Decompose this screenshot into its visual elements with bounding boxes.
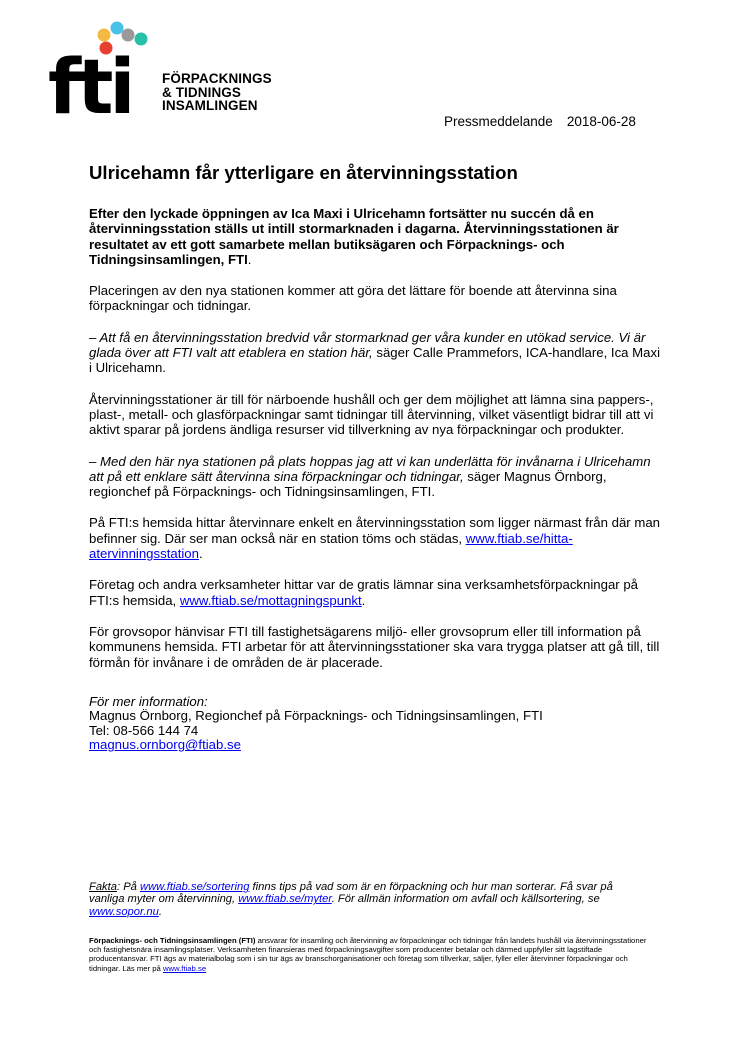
fakta-label: Fakta xyxy=(89,881,117,893)
fti-logo xyxy=(48,20,288,120)
quote-2: – Med den här nya stationen på plats hoppas jag att vi kan underlätta för invånarna i Ulricehamn att på ett enklare sätt återvinna sina förpackningar och tidningar, xyxy=(89,453,651,484)
logo-dot-teal xyxy=(135,33,148,46)
article-body xyxy=(89,162,664,753)
press-date: 2018-06-28 xyxy=(566,114,636,129)
find-station-link[interactable]: www.ftiab.se/hitta-atervinningsstation xyxy=(89,530,573,562)
contact-block xyxy=(89,695,664,753)
contact-email-link[interactable]: magnus.ornborg@ftiab.se xyxy=(89,737,241,753)
quote-2-attribution: säger Magnus Örnborg, regionchef på Förpacknings- och Tidningsinsamlingen, FTI. xyxy=(89,468,607,500)
contact-heading-text: För mer information: xyxy=(89,693,208,709)
quote-paragraph-1 xyxy=(89,330,664,376)
logo-line-1: FÖRPACKNINGS xyxy=(162,71,272,86)
fakta-text-1: : På xyxy=(116,881,140,893)
logo-dot-yellow xyxy=(98,29,111,42)
fakta-text-3: . För allmän information om avfall och källsortering, se xyxy=(331,893,600,906)
myths-link[interactable]: www.ftiab.se/myter xyxy=(238,893,332,906)
lead-paragraph xyxy=(89,206,664,267)
paragraph-placement: Placeringen av den nya stationen kommer att göra det lättare för boende att återvinna sina förpackningar och tidningar. xyxy=(89,283,617,314)
ftiab-link[interactable]: www.ftiab.se xyxy=(162,963,207,973)
fakta-note xyxy=(89,881,649,918)
lead-end: . xyxy=(247,251,252,267)
logo-wordmark: fti xyxy=(48,42,132,120)
quote-paragraph-2 xyxy=(89,454,664,500)
paragraph-bulky-waste: För grovsopor hänvisar FTI till fastighetsägarens miljö- eller grovsoprum eller till information på kommunens hemsida. FTI arbetar för att återvinningsstationer ska vara trygga platser att gå till, till förmån för invånare i de områden de är placerade. xyxy=(89,623,660,670)
logo-text xyxy=(162,72,292,113)
find-station-end: . xyxy=(198,546,203,562)
contact-phone: Tel: 08-566 144 74 xyxy=(89,722,199,738)
contact-person: Magnus Örnborg, Regionchef på Förpacknings- och Tidningsinsamlingen, FTI xyxy=(89,708,543,724)
quote-1-attribution: säger Calle Prammefors, ICA-handlare, Ica Maxi i Ulricehamn. xyxy=(89,345,661,376)
contact-heading xyxy=(89,695,664,710)
quote-1: – Att få en återvinningsstation bredvid vår stormarknad ger våra kunder en utökad service. Vi är glada över att FTI valt att etablera en station här, xyxy=(89,329,646,361)
logo-dot-blue xyxy=(111,22,124,35)
logo-line-2: & TIDNINGS xyxy=(162,84,242,100)
fakta-text-4: . xyxy=(158,905,162,918)
press-header xyxy=(444,114,636,129)
companies-text: Företag och andra verksamheter hittar var de gratis lämnar sina verksamhetsförpackningar på FTI:s hemsida, xyxy=(89,577,639,608)
about-org-name: Förpacknings- och Tidningsinsamlingen (FTI) xyxy=(89,936,256,945)
doc-type: Pressmeddelande xyxy=(444,114,553,129)
reception-point-link[interactable]: www.ftiab.se/mottagningspunkt xyxy=(179,592,362,608)
lead-text: Efter den lyckade öppningen av Ica Maxi i Ulricehamn fortsätter nu succén då en återvinningsstation ställs ut intill stormarknaden i dagarna. Återvinningsstationen är resultatet av ett gott samarbete mellan butiksägaren och Förpacknings- och Tidningsinsamlingen, FTI xyxy=(89,206,619,267)
paragraph-find-station xyxy=(89,515,664,561)
paragraph-stations: Återvinningsstationer är till för närboende hushåll och ger dem möjlighet att lämna sina pappers-, plast-, metall- och glasförpackningar samt tidningar till återvinning, vilket väsentligt bidrar till att vi aktivt sparar på jordens ändliga resurser vid tillverkning av nya förpackningar och produkter. xyxy=(89,391,654,438)
fti-logo-mark xyxy=(48,20,160,120)
contact-email-row xyxy=(89,738,664,753)
sopor-link[interactable]: www.sopor.nu xyxy=(89,905,159,918)
about-fti xyxy=(89,936,649,973)
page-title: Ulricehamn får ytterligare en återvinningsstation xyxy=(89,162,518,183)
companies-end: . xyxy=(361,592,366,608)
about-text: ansvarar för insamling och återvinning av förpackningar och tidningar från landets hushåll via återvinningsstationer och fastighetsnära insamlingsplatser. Verksamheten finansieras med förpackningsavgifter som producenter betalar och därmed uppfyller sitt lagstiftade producentansvar. FTI ägs av materialbolag som i sin tur ägs av branschorganisationer och företag som tillverkar, säljer, fyller eller återvinner förpackningar och tidningar. Läs mer på xyxy=(89,936,647,973)
find-station-text: På FTI:s hemsida hittar återvinnare enkelt en återvinningsstation som ligger närmast från där man befinner sig. Där ser man också när en station töms och städas, xyxy=(89,515,660,546)
fakta-text-2: finns tips på vad som är en förpackning och hur man sorterar. Få svar på vanliga myter om återvinning, xyxy=(89,881,613,906)
logo-line-3: INSAMLINGEN xyxy=(162,98,258,113)
logo-dot-gray xyxy=(122,29,135,42)
paragraph-companies xyxy=(89,577,664,608)
sorting-link[interactable]: www.ftiab.se/sortering xyxy=(140,881,250,893)
